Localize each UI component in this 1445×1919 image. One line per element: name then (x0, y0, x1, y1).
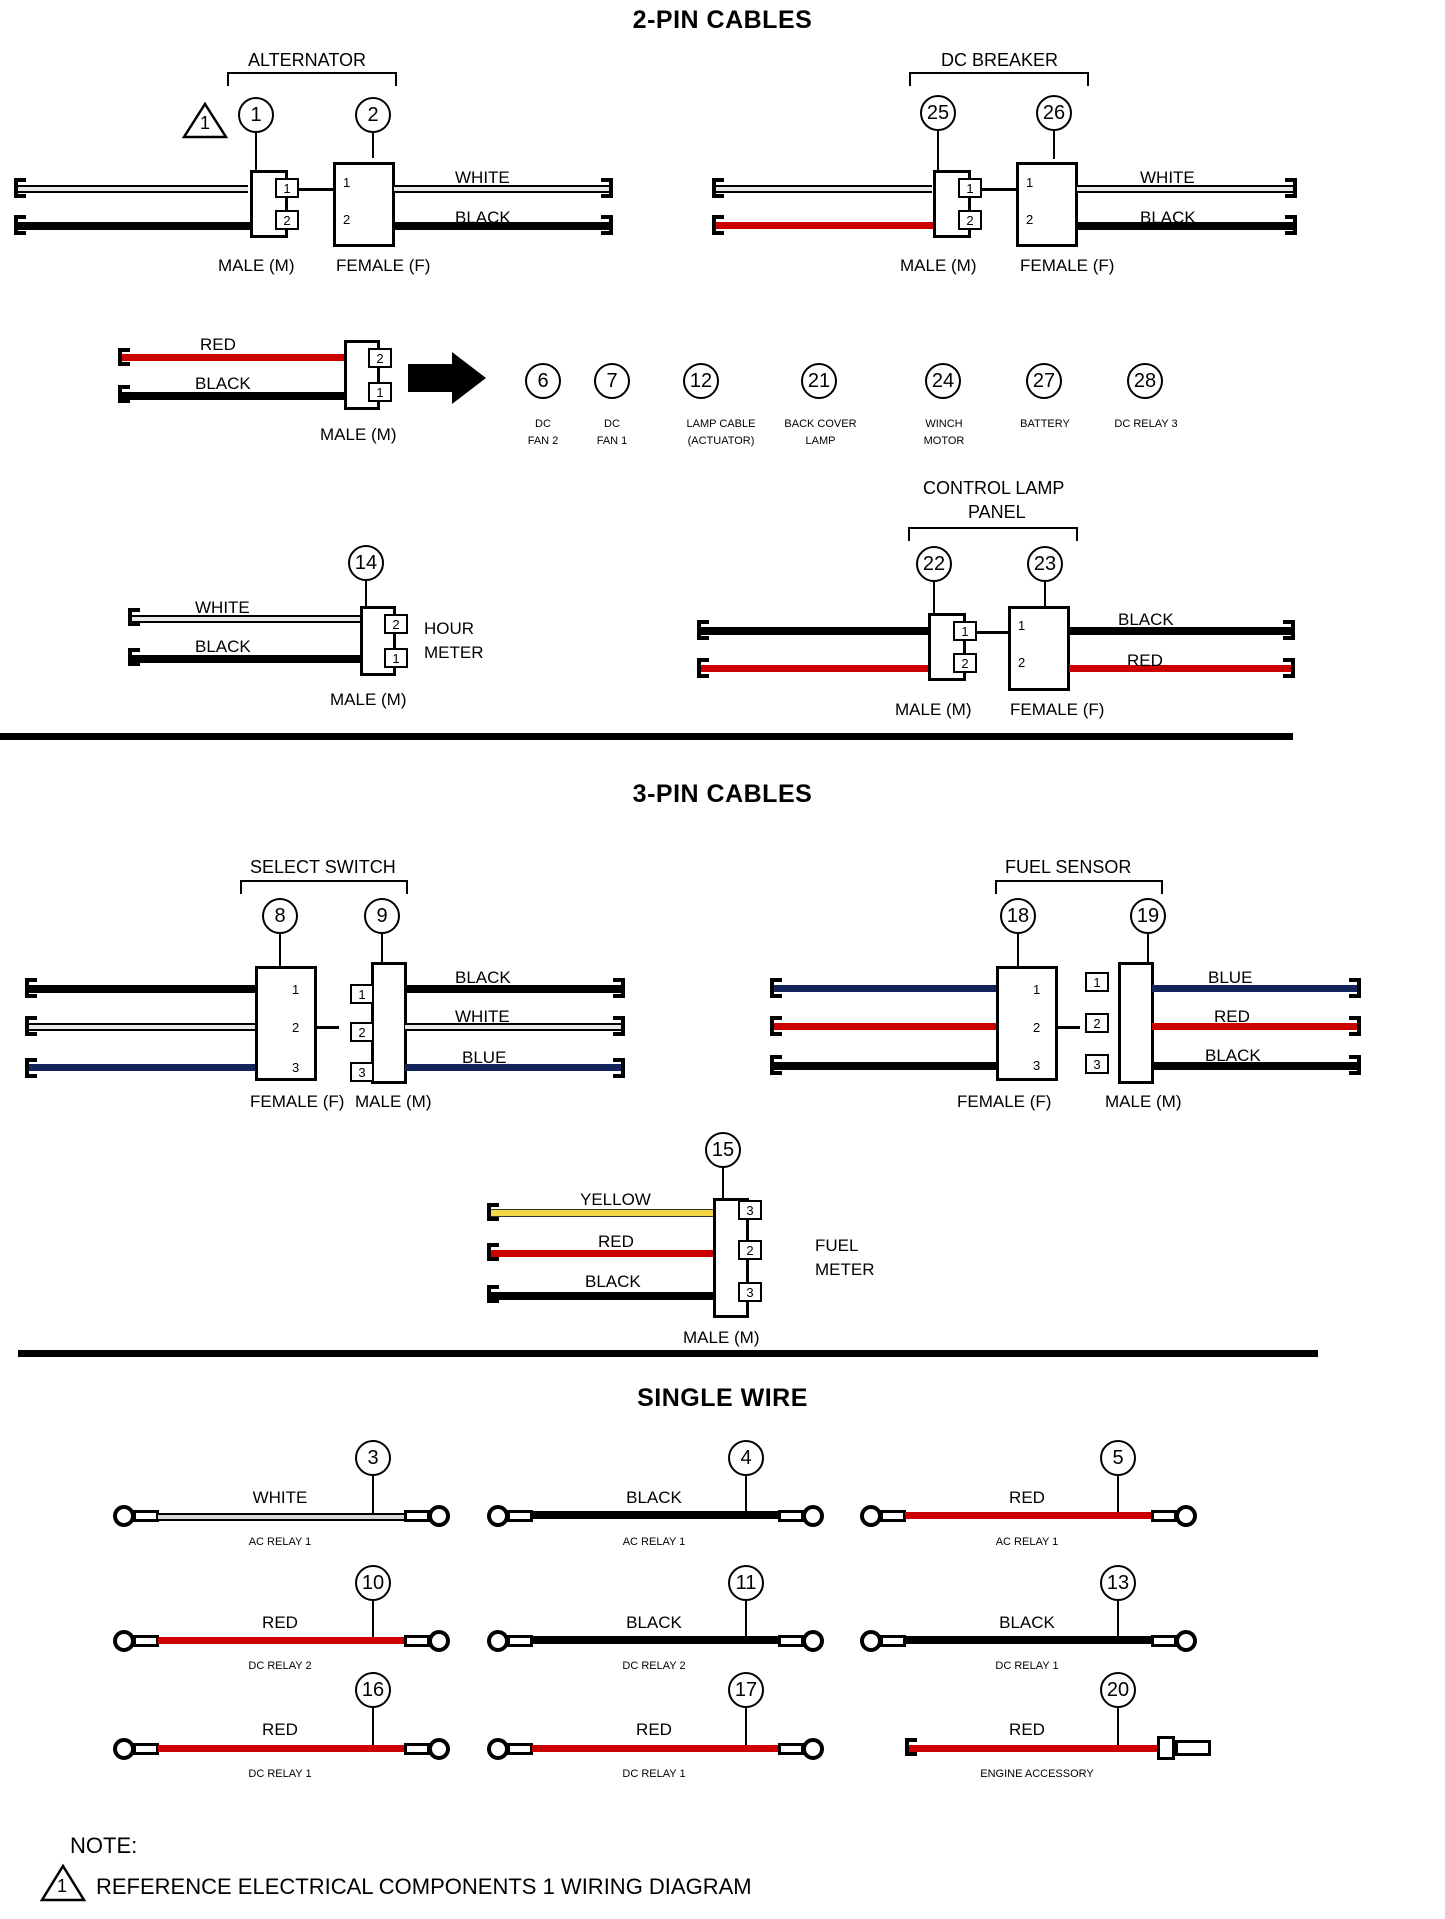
label-fs-female: FEMALE (F) (957, 1092, 1052, 1111)
label-hour-meter-line2: METER (424, 643, 484, 662)
variant-12-line2: (ACTUATOR) (687, 435, 755, 447)
variant-7-line2: FAN 1 (596, 435, 628, 447)
label-ss-white: WHITE (455, 1007, 510, 1026)
leader-14 (365, 581, 367, 609)
leader-23 (1044, 582, 1046, 608)
wire-fs-blue-right (1152, 985, 1357, 992)
pin-fs-male-2: 2 (1085, 1013, 1109, 1033)
pin-female-brk-1: 1 (1026, 175, 1034, 190)
pin-fs-female-2: 2 (1033, 1020, 1041, 1035)
label-alt-black: BLACK (455, 208, 511, 227)
leader-19 (1147, 934, 1149, 962)
wire-ss-black-right (405, 985, 621, 993)
pin-ss-female-3: 3 (292, 1060, 300, 1075)
terminal-ring-left-11 (487, 1630, 509, 1652)
pin-male-brk-2: 2 (958, 210, 982, 230)
label-fs-red: RED (1214, 1007, 1250, 1026)
wire-single-11 (532, 1636, 780, 1644)
note-title: NOTE: (70, 1833, 138, 1858)
terminal-tab-right-4 (778, 1510, 804, 1522)
leader-2 (372, 133, 374, 158)
wire-variant-red (122, 354, 344, 361)
pin-male-brk-1: 1 (958, 178, 982, 198)
pin-clp-male-2: 2 (953, 653, 977, 673)
divider-1 (0, 733, 1293, 740)
label-single-13-color: BLACK (999, 1613, 1055, 1632)
label-hour-white: WHITE (195, 598, 250, 617)
label-fs-blue: BLUE (1208, 968, 1253, 987)
pin-female-alt-2: 2 (343, 212, 351, 227)
endcap-right-alt-white (609, 178, 613, 198)
endcap-right-brk-white (1293, 178, 1297, 198)
callout-27: 27 (1026, 363, 1062, 399)
label-fs-male: MALE (M) (1105, 1092, 1182, 1111)
callout-4: 4 (728, 1440, 764, 1476)
pin-hour-1: 1 (384, 648, 408, 668)
wire-fs-red-right (1152, 1023, 1357, 1030)
callout-15: 15 (705, 1132, 741, 1168)
callout-2: 2 (355, 97, 391, 133)
pin-male-alt-1: 1 (275, 178, 299, 198)
variant-27-line1: BATTERY (1020, 418, 1070, 430)
label-single-10-sub: DC RELAY 2 (248, 1660, 312, 1672)
wire-alternator-white-left (18, 185, 248, 193)
label-ss-blue: BLUE (462, 1048, 507, 1067)
label-single-3-color: WHITE (252, 1488, 308, 1507)
bracket-dc-breaker (909, 72, 1089, 86)
leader-8 (279, 934, 281, 966)
callout-11: 11 (728, 1565, 764, 1601)
label-single-5-sub: AC RELAY 1 (995, 1536, 1059, 1548)
pin-variant-2: 2 (368, 348, 392, 368)
callout-3: 3 (355, 1440, 391, 1476)
label-control-lamp-panel-2: PANEL (968, 502, 1026, 522)
terminal-tab-right-3 (404, 1510, 430, 1522)
wire-clp-red-right (1069, 665, 1291, 672)
wire-fs-red-left (774, 1023, 996, 1030)
callout-10: 10 (355, 1565, 391, 1601)
label-single-20-color: RED (1009, 1720, 1045, 1739)
wire-fs-blue-left (774, 985, 996, 992)
callout-6: 6 (525, 363, 561, 399)
pin-female-brk-2: 2 (1026, 212, 1034, 227)
wire-fs-black-left (774, 1062, 996, 1070)
label-fs-black: BLACK (1205, 1046, 1261, 1065)
connector-male-select-switch (371, 962, 407, 1084)
variant-28-line1: DC RELAY 3 (1114, 418, 1178, 430)
label-fm-yellow: YELLOW (580, 1190, 651, 1209)
terminal-block-20-large (1175, 1740, 1211, 1756)
pin-variant-1: 1 (368, 382, 392, 402)
label-brk-black: BLACK (1140, 208, 1196, 227)
callout-23: 23 (1027, 546, 1063, 582)
wire-ss-blue-left (29, 1064, 255, 1071)
label-fuel-meter-line2: METER (815, 1260, 875, 1279)
label-fm-male: MALE (M) (683, 1328, 760, 1347)
leader-25 (937, 131, 939, 171)
variant-6-line1: DC (535, 418, 551, 430)
bracket-fuel-sensor (995, 880, 1163, 894)
callout-17: 17 (728, 1672, 764, 1708)
terminal-tab-left-16 (133, 1743, 159, 1755)
pin-fs-male-1: 1 (1085, 972, 1109, 992)
pin-ss-female-1: 1 (292, 982, 300, 997)
connector-female-fuel-sensor (996, 966, 1058, 1081)
callout-8: 8 (262, 898, 298, 934)
label-fm-black: BLACK (585, 1272, 641, 1291)
terminal-tab-left-5 (880, 1510, 906, 1522)
endcap-clp-black-right (1291, 620, 1295, 640)
pin-ss-male-2: 2 (350, 1022, 374, 1042)
callout-25: 25 (920, 95, 956, 131)
terminal-tab-left-17 (507, 1743, 533, 1755)
section-title-2pin: 2-PIN CABLES (632, 6, 813, 34)
terminal-tab-left-4 (507, 1510, 533, 1522)
label-select-switch: SELECT SWITCH (250, 857, 396, 877)
label-alternator: ALTERNATOR (248, 50, 367, 70)
pin-fm-2: 2 (738, 1240, 762, 1260)
label-clp-female: FEMALE (F) (1010, 700, 1105, 719)
endcap-ss-white-right (621, 1016, 625, 1036)
label-hour-male: MALE (M) (330, 690, 407, 709)
endcap-fs-red-right (1357, 1016, 1361, 1036)
callout-5: 5 (1100, 1440, 1136, 1476)
pin-ss-male-1: 1 (350, 984, 374, 1004)
label-single-5-color: RED (1009, 1488, 1045, 1507)
pin-female-alt-1: 1 (343, 175, 351, 190)
terminal-ring-right-17 (802, 1738, 824, 1760)
label-brk-male: MALE (M) (900, 256, 977, 275)
leader-26 (1053, 131, 1055, 159)
arrow-icon (408, 352, 488, 404)
variant-21-line2: LAMP (805, 435, 836, 447)
terminal-ring-right-5 (1175, 1505, 1197, 1527)
terminal-ring-right-16 (428, 1738, 450, 1760)
wire-fm-yellow (491, 1209, 713, 1217)
callout-13: 13 (1100, 1565, 1136, 1601)
label-brk-white: WHITE (1140, 168, 1195, 187)
terminal-tab-left-10 (133, 1635, 159, 1647)
callout-24: 24 (925, 363, 961, 399)
label-single-11-color: BLACK (626, 1613, 682, 1632)
pin-fm-3-top: 3 (738, 1200, 762, 1220)
variant-21-line1: BACK COVER (784, 418, 857, 430)
pin-ss-female-2: 2 (292, 1020, 300, 1035)
wire-single-20 (909, 1745, 1157, 1752)
label-hour-meter-line1: HOUR (424, 619, 475, 638)
label-single-10-color: RED (262, 1613, 298, 1632)
label-single-17-sub: DC RELAY 1 (622, 1768, 686, 1780)
pin-male-alt-2: 2 (275, 210, 299, 230)
variant-24-line1: WINCH (925, 418, 963, 430)
divider-2 (18, 1350, 1318, 1357)
note-triangle-1-number: 1 (200, 113, 211, 133)
label-ss-male: MALE (M) (355, 1092, 432, 1111)
callout-14: 14 (348, 545, 384, 581)
label-clp-male: MALE (M) (895, 700, 972, 719)
wire-clp-black-left (701, 627, 929, 635)
callout-19: 19 (1130, 898, 1166, 934)
note-marker: 1 (57, 1876, 68, 1896)
label-single-11-sub: DC RELAY 2 (622, 1660, 686, 1672)
label-single-4-sub: AC RELAY 1 (622, 1536, 686, 1548)
link-fs-pins (1058, 1026, 1080, 1029)
label-dc-breaker: DC BREAKER (941, 50, 1059, 70)
label-alt-female: FEMALE (F) (336, 256, 431, 275)
label-clp-black: BLACK (1118, 610, 1174, 629)
connector-male-fuel-sensor (1118, 962, 1154, 1084)
label-alt-male: MALE (M) (218, 256, 295, 275)
terminal-ring-left-5 (860, 1505, 882, 1527)
label-variant-black: BLACK (195, 374, 251, 393)
pin-clp-female-1: 1 (1018, 618, 1026, 633)
label-single-20-sub: ENGINE ACCESSORY (980, 1768, 1094, 1780)
endcap-right-alt-black (609, 215, 613, 235)
leader-9 (381, 934, 383, 962)
pin-fs-female-3: 3 (1033, 1058, 1041, 1073)
link-alt-pins (299, 188, 335, 191)
label-control-lamp-panel-1: CONTROL LAMP (923, 478, 1065, 498)
terminal-tab-left-11 (507, 1635, 533, 1647)
endcap-fs-blue-right (1357, 978, 1361, 998)
callout-12: 12 (683, 363, 719, 399)
label-single-3-sub: AC RELAY 1 (248, 1536, 312, 1548)
terminal-ring-right-13 (1175, 1630, 1197, 1652)
pin-fm-3-bottom: 3 (738, 1282, 762, 1302)
label-ss-female: FEMALE (F) (250, 1092, 345, 1111)
label-alt-white: WHITE (455, 168, 510, 187)
terminal-ring-left-3 (113, 1505, 135, 1527)
label-single-16-sub: DC RELAY 1 (248, 1768, 312, 1780)
callout-7: 7 (594, 363, 630, 399)
callout-28: 28 (1127, 363, 1163, 399)
terminal-tab-right-16 (404, 1743, 430, 1755)
pin-ss-male-3: 3 (350, 1062, 374, 1082)
label-variant-male: MALE (M) (320, 425, 397, 444)
callout-16: 16 (355, 1672, 391, 1708)
terminal-ring-left-17 (487, 1738, 509, 1760)
wire-single-13 (905, 1636, 1153, 1644)
callout-21: 21 (801, 363, 837, 399)
wire-single-17 (532, 1745, 780, 1752)
callout-9: 9 (364, 898, 400, 934)
wire-single-4 (532, 1511, 780, 1519)
variant-24-line2: MOTOR (923, 435, 965, 447)
variant-7-line1: DC (604, 418, 620, 430)
terminal-ring-right-4 (802, 1505, 824, 1527)
callout-1: 1 (238, 97, 274, 133)
link-ss-pins (317, 1026, 339, 1029)
section-title-3pin: 3-PIN CABLES (632, 780, 813, 808)
bracket-select-switch (240, 880, 408, 894)
label-single-16-color: RED (262, 1720, 298, 1739)
terminal-tab-right-11 (778, 1635, 804, 1647)
wire-ss-blue-right (405, 1064, 621, 1071)
label-variant-red: RED (200, 335, 236, 354)
wire-breaker-red-left (716, 222, 936, 229)
label-hour-black: BLACK (195, 637, 251, 656)
terminal-ring-right-11 (802, 1630, 824, 1652)
wire-breaker-white-left (716, 185, 932, 193)
wire-clp-black-right (1069, 627, 1291, 635)
wire-ss-white-left (29, 1023, 255, 1031)
wire-ss-white-right (405, 1023, 621, 1031)
callout-26: 26 (1036, 95, 1072, 131)
leader-18 (1017, 934, 1019, 966)
label-fm-red: RED (598, 1232, 634, 1251)
label-clp-red: RED (1127, 651, 1163, 670)
link-brk-pins (982, 188, 1018, 191)
wire-ss-black-left (29, 985, 255, 993)
terminal-ring-right-10 (428, 1630, 450, 1652)
endcap-right-brk-black (1293, 215, 1297, 235)
wire-single-16 (158, 1745, 406, 1752)
terminal-tab-right-5 (1151, 1510, 1177, 1522)
endcap-ss-blue-right (621, 1058, 625, 1078)
pin-hour-2: 2 (384, 614, 408, 634)
label-fuel-meter-line1: FUEL (815, 1236, 859, 1255)
terminal-tab-left-3 (133, 1510, 159, 1522)
variant-6-line2: FAN 2 (527, 435, 559, 447)
label-single-13-sub: DC RELAY 1 (995, 1660, 1059, 1672)
section-title-single-wire: SINGLE WIRE (637, 1384, 808, 1412)
wire-single-10 (158, 1637, 406, 1644)
terminal-ring-right-3 (428, 1505, 450, 1527)
terminal-ring-left-16 (113, 1738, 135, 1760)
wire-alternator-black-left (18, 222, 252, 230)
endcap-fs-black-right (1357, 1055, 1361, 1075)
leader-1 (255, 133, 257, 171)
terminal-tab-right-17 (778, 1743, 804, 1755)
callout-20: 20 (1100, 1672, 1136, 1708)
pin-fs-female-1: 1 (1033, 982, 1041, 997)
leader-15 (722, 1168, 724, 1198)
callout-18: 18 (1000, 898, 1036, 934)
terminal-ring-left-10 (113, 1630, 135, 1652)
label-ss-black: BLACK (455, 968, 511, 987)
terminal-tab-left-13 (880, 1635, 906, 1647)
label-single-4-color: BLACK (626, 1488, 682, 1507)
endcap-clp-red-right (1291, 658, 1295, 678)
terminal-ring-left-13 (860, 1630, 882, 1652)
variant-12-line1: LAMP CABLE (686, 418, 756, 430)
endcap-ss-black-right (621, 978, 625, 998)
pin-fs-male-3: 3 (1085, 1054, 1109, 1074)
bracket-alternator (227, 72, 397, 86)
bracket-control-lamp-panel (908, 527, 1078, 541)
note-text: REFERENCE ELECTRICAL COMPONENTS 1 WIRING DIAGRAM (96, 1874, 752, 1899)
pin-clp-male-1: 1 (953, 621, 977, 641)
label-fuel-sensor: FUEL SENSOR (1005, 857, 1132, 877)
wire-clp-red-left (701, 665, 929, 672)
terminal-tab-right-10 (404, 1635, 430, 1647)
terminal-block-20-small (1157, 1736, 1175, 1760)
link-clp-pins (977, 631, 1009, 634)
connector-female-select-switch (255, 966, 317, 1081)
wire-single-5 (905, 1512, 1153, 1519)
label-brk-female: FEMALE (F) (1020, 256, 1115, 275)
pin-clp-female-2: 2 (1018, 655, 1026, 670)
wire-single-3 (158, 1513, 406, 1521)
label-single-17-color: RED (636, 1720, 672, 1739)
terminal-tab-right-13 (1151, 1635, 1177, 1647)
terminal-ring-left-4 (487, 1505, 509, 1527)
wire-fm-black (491, 1292, 713, 1300)
callout-22: 22 (916, 546, 952, 582)
